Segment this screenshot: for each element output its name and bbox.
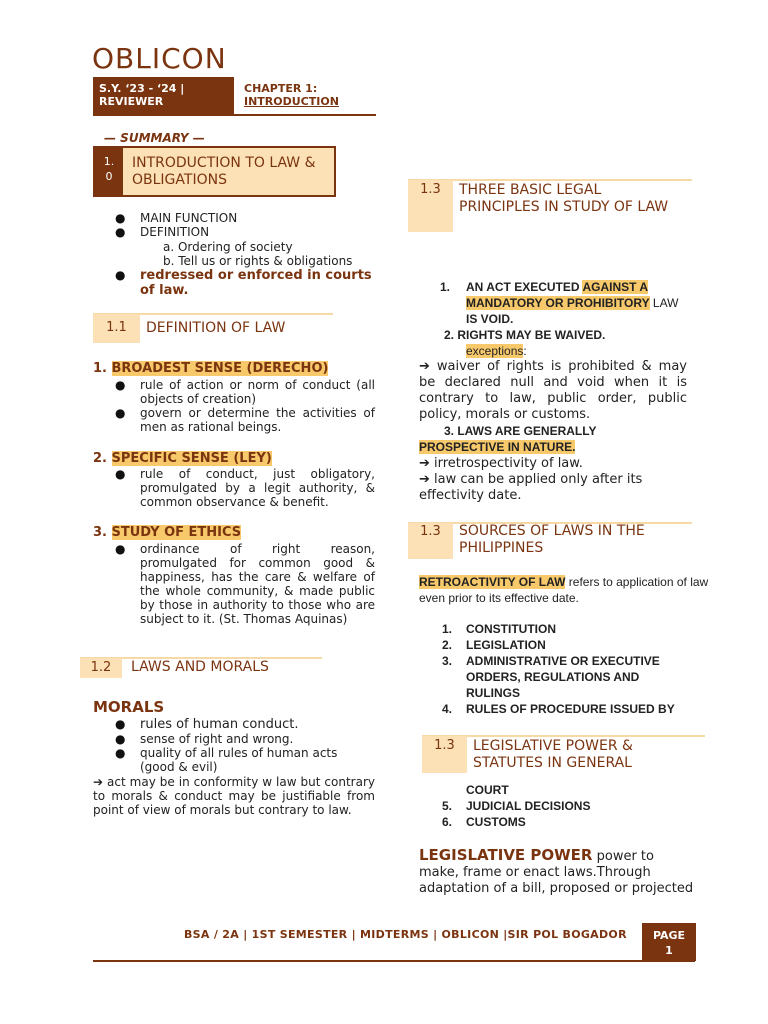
retroactivity-highlight: RETROACTIVITY OF LAW [419, 575, 566, 589]
item-text: JUDICIAL DECISIONS [466, 799, 591, 813]
list-item [442, 814, 692, 830]
list-item: ● govern or determine the activities of men as rational beings. [115, 406, 375, 434]
item-text: LEGISLATION [466, 638, 546, 652]
section-number: 1.3 [408, 180, 453, 232]
item-number: 3. [442, 654, 453, 668]
legislative-power-title: LEGISLATIVE POWER [419, 846, 593, 864]
section-title: INTRODUCTION TO LAW & OBLIGATIONS [132, 155, 316, 188]
retroactivity-definition: refers to application of law even prior to its effective date. [419, 575, 709, 605]
section-1-0-emphasis [115, 268, 377, 298]
item-number: 1. [93, 361, 112, 376]
list-item: ● DEFINITION [115, 225, 385, 239]
chapter-label [244, 82, 339, 108]
item-title: BROADEST SENSE (DERECHO) [111, 361, 329, 376]
summary-heading: — SUMMARY — [104, 131, 205, 145]
principle-law: LAW [649, 296, 679, 310]
principle-text: AN ACT EXECUTED [466, 280, 583, 294]
list-item: ● rules of human conduct. [115, 717, 375, 732]
item-number: 4. [442, 702, 453, 716]
sources-list-continued [442, 798, 692, 830]
legislative-power-definition: power to make, frame or enact laws.Through adaptation of a bill, proposed or projected [419, 849, 694, 896]
item-title: SPECIFIC SENSE (LEY) [111, 451, 272, 466]
section-title: DEFINITION OF LAW [146, 320, 286, 336]
chapter-number: CHAPTER 1: [244, 82, 318, 95]
item-number: 6. [442, 815, 453, 829]
list-item [442, 637, 692, 653]
sub-item: b. Tell us or rights & obligations [163, 254, 353, 268]
section-number: 1. 0 [95, 148, 123, 195]
section-title: SOURCES OF LAWS IN THE PHILIPPINES [459, 523, 645, 556]
section-number: 1.2 [80, 658, 122, 678]
principle-void: IS VOID. [466, 312, 514, 326]
list-item: ● rule of action or norm of conduct (all objects of creation) [115, 378, 375, 406]
document-title: OBLICON [92, 42, 227, 75]
item-text: ADMINISTRATIVE OR EXECUTIVE ORDERS, REGULATIONS AND RULINGS [466, 654, 660, 700]
section-number: 1.3 [422, 736, 467, 773]
item-text: CUSTOMS [466, 815, 526, 829]
principle-highlight: AGAINST A MANDATORY OR PROHIBITORY [466, 280, 650, 310]
exceptions-colon: : [523, 344, 527, 358]
item-text: RULES OF PROCEDURE ISSUED BY [466, 702, 675, 716]
section-title: LAWS AND MORALS [131, 659, 269, 675]
page-number: 1 [665, 944, 673, 957]
item-title: STUDY OF ETHICS [111, 525, 242, 540]
definition-2 [93, 451, 272, 467]
exceptions-label [466, 344, 527, 358]
item-number: 3. [93, 525, 112, 540]
list-item [442, 653, 692, 701]
list-item [442, 701, 692, 717]
definition-3-list [115, 542, 375, 626]
footer-info: BSA / 2A | 1ST SEMESTER | MIDTERMS | OBLICON |SIR POL BOGADOR [184, 928, 627, 941]
principle-3-highlight-line [419, 440, 575, 454]
principle-3: 3. LAWS ARE GENERALLY [444, 424, 597, 438]
retroactivity-text [419, 574, 709, 606]
list-item: ● redressed or enforced in courts of law. [115, 268, 377, 298]
court-continuation: COURT [466, 783, 509, 797]
item-number: 5. [442, 799, 453, 813]
item-text: CONSTITUTION [466, 622, 556, 636]
school-year-badge [93, 77, 234, 114]
list-item [442, 798, 692, 814]
section-number: 1.3 [408, 523, 453, 559]
list-item: ● MAIN FUNCTION [115, 211, 385, 225]
exceptions-highlight: exceptions [466, 344, 524, 358]
section-title: LEGISLATIVE POWER & STATUTES IN GENERAL [473, 738, 633, 771]
header-divider [93, 114, 376, 116]
page-label: PAGE [652, 929, 686, 942]
principle-3-note: ➔ law can be applied only after its effectivity date. [419, 472, 643, 503]
list-item [442, 621, 692, 637]
sub-item: a. Ordering of society [163, 240, 293, 254]
principle-highlight: PROSPECTIVE IN NATURE. [419, 440, 576, 454]
school-year-line: S.Y. ‘23 - ‘24 | [99, 82, 185, 95]
section-1-0-list [115, 211, 385, 239]
definition-1-list [115, 378, 375, 434]
morals-heading: MORALS [93, 698, 165, 716]
definition-1 [93, 361, 328, 377]
list-item: ● ordinance of right reason, promulgated for common good & happiness, has the care & welfare of the whole community, & made public by those in authority to those who are subject to it. (St. Thomas Aquinas) [115, 542, 375, 626]
list-item: ● sense of right and wrong. [115, 732, 375, 746]
principle-2-note: ➔ waiver of rights is prohibited & may be declared null and void when it is contrary to law, public order, public policy, morals or customs. [419, 359, 687, 422]
item-number: 2. [93, 451, 112, 466]
section-title: THREE BASIC LEGAL PRINCIPLES IN STUDY OF LAW [459, 182, 669, 215]
item-number: 1. [442, 622, 453, 636]
reviewer-line: REVIEWER [99, 95, 164, 108]
item-number: 2. [442, 638, 453, 652]
page-number-badge [642, 923, 696, 961]
legislative-power-text [419, 847, 697, 897]
morals-note: ➔ act may be in conformity w law but contrary to morals & conduct may be justifiable from point of view of morals but contrary to law. [93, 775, 375, 817]
chapter-title: INTRODUCTION [244, 95, 339, 108]
morals-list [115, 717, 375, 774]
list-item: ● quality of all rules of human acts (good & evil) [115, 746, 375, 774]
definition-3 [93, 525, 241, 541]
section-header-1-0 [93, 146, 336, 197]
list-item: ● rule of conduct, just obligatory, promulgated by a legit authority, & common observance & benefit. [115, 467, 375, 509]
footer-divider [93, 960, 695, 962]
sources-list [442, 621, 692, 717]
principle-1 [440, 279, 705, 327]
principle-2: 2. RIGHTS MAY BE WAIVED. [444, 328, 606, 342]
principle-3-note: ➔ irretrospectivity of law. [419, 456, 583, 471]
section-number: 1.1 [93, 314, 140, 343]
item-number: 1. [440, 280, 451, 294]
definition-2-list [115, 467, 375, 509]
